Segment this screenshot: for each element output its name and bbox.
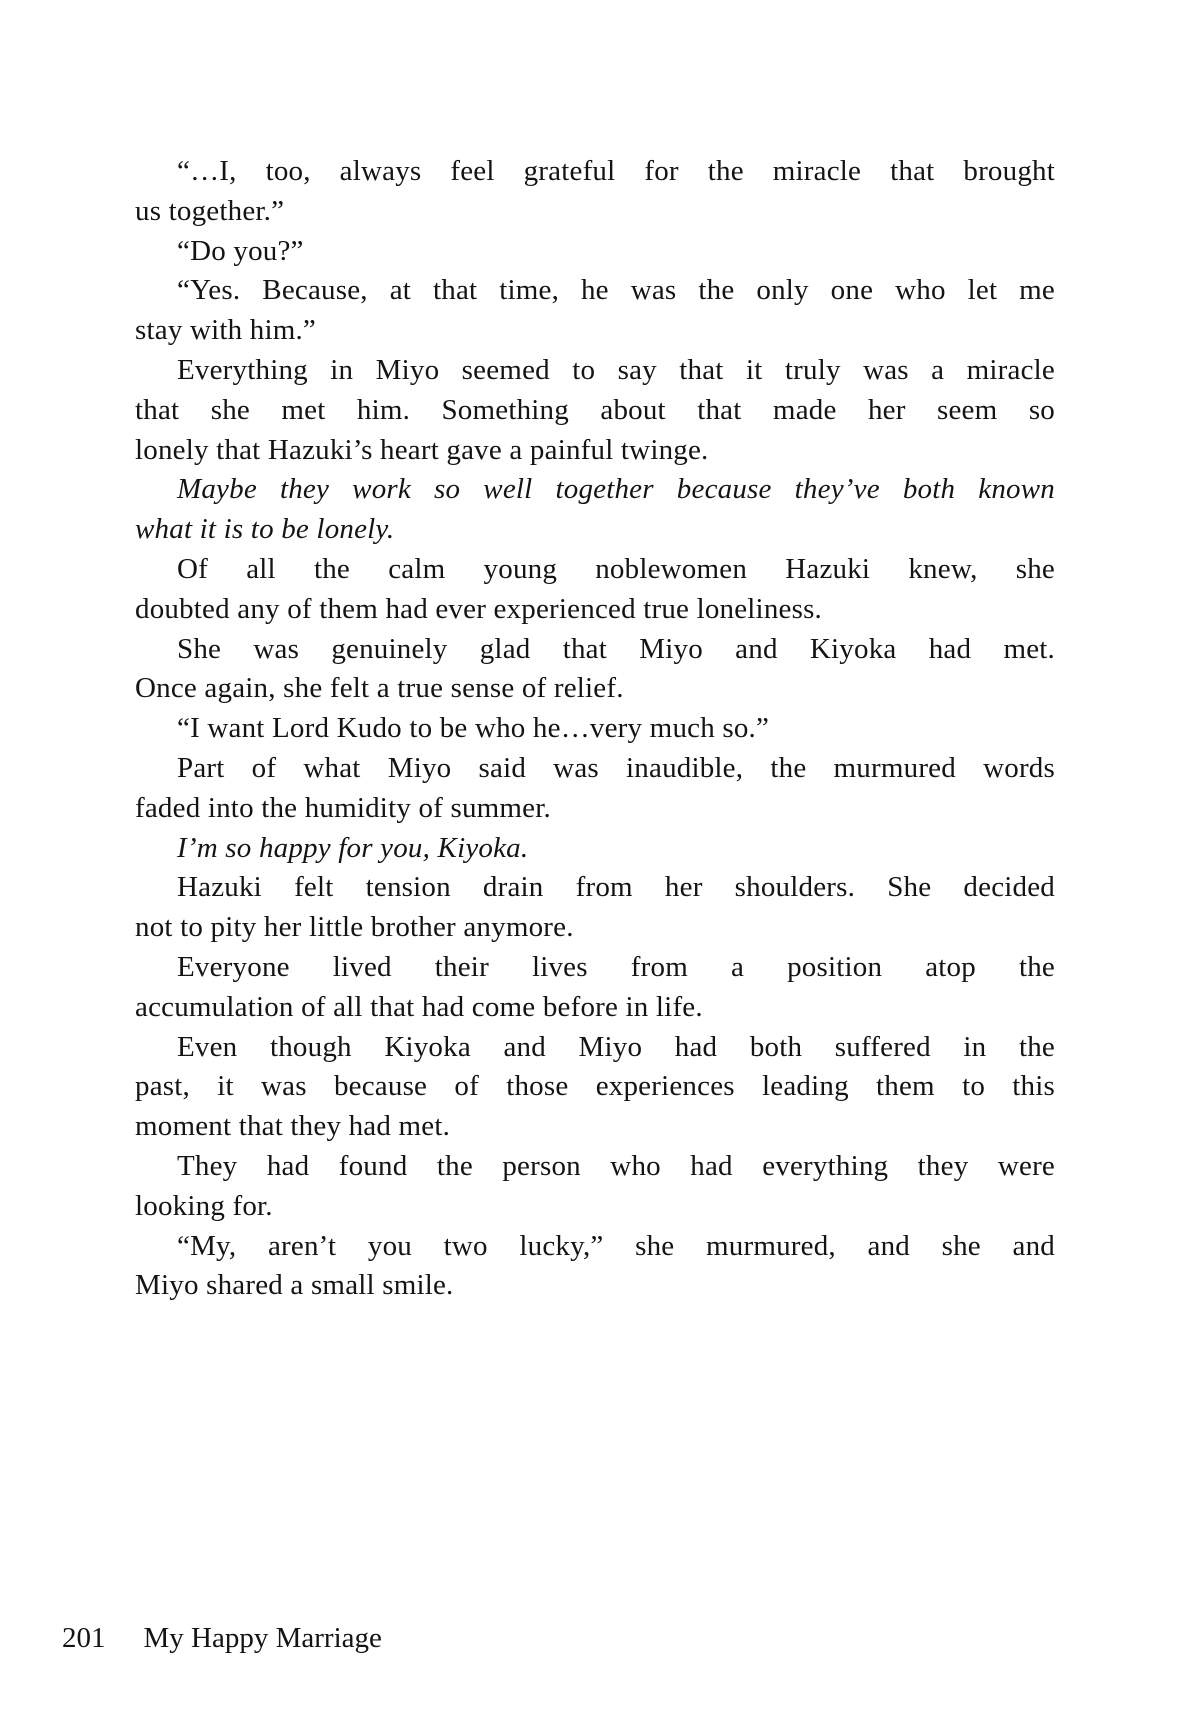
text-line: Of all the calm young noblewomen Hazuki knew, she	[177, 552, 1055, 585]
paragraph	[135, 709, 1055, 749]
paragraph	[135, 351, 1055, 470]
text-line: not to pity her little brother anymore.	[135, 911, 574, 944]
paragraph	[135, 1028, 1055, 1147]
text-line: Everything in Miyo seemed to say that it truly was a miracle	[177, 353, 1055, 386]
text-line: “…I, too, always feel grateful for the miracle that brought	[177, 155, 1055, 187]
paragraph	[135, 868, 1055, 948]
text-line: accumulation of all that had come before in life.	[135, 990, 703, 1023]
text-line: “My, aren’t you two lucky,” she murmured, and she and	[177, 1229, 1055, 1262]
paragraph-italic	[135, 470, 1055, 550]
text-line: Miyo shared a small smile.	[135, 1269, 454, 1302]
text-line: “Yes. Because, at that time, he was the only one who let me	[177, 274, 1055, 307]
paragraph	[135, 948, 1055, 1028]
text-line: moment that they had met.	[135, 1110, 451, 1143]
paragraph	[135, 630, 1055, 710]
text-block	[135, 152, 1055, 1306]
text-line: Hazuki felt tension drain from her shoulders. She decided	[177, 871, 1055, 904]
text-line: Part of what Miyo said was inaudible, the murmured words	[177, 751, 1055, 784]
paragraph	[135, 152, 1055, 232]
text-line: I’m so happy for you, Kiyoka.	[177, 831, 529, 864]
text-line: They had found the person who had everything they were	[177, 1149, 1055, 1182]
text-line: past, it was because of those experiences leading them to this	[135, 1070, 1055, 1103]
paragraph	[135, 271, 1055, 351]
text-line: doubted any of them had ever experienced true loneliness.	[135, 592, 823, 625]
text-line: “I want Lord Kudo to be who he…very much so.”	[177, 712, 770, 745]
text-line: “Do you?”	[177, 234, 304, 267]
page-footer	[62, 1618, 382, 1658]
text-line: Everyone lived their lives from a position atop the	[177, 950, 1055, 983]
paragraph	[135, 1147, 1055, 1227]
text-line: stay with him.”	[135, 314, 317, 347]
text-line: what it is to be lonely.	[135, 513, 395, 546]
text-line: Even though Kiyoka and Miyo had both suffered in the	[177, 1030, 1055, 1063]
text-line: Once again, she felt a true sense of relief.	[135, 672, 624, 705]
text-line: that she met him. Something about that made her seem so	[135, 393, 1055, 426]
text-line: looking for.	[135, 1189, 273, 1222]
text-line: lonely that Hazuki’s heart gave a painful twinge.	[135, 433, 709, 466]
text-line: She was genuinely glad that Miyo and Kiyoka had met.	[177, 632, 1055, 665]
text-line: Maybe they work so well together because they’ve both known	[177, 473, 1055, 506]
page-number: 201	[62, 1622, 106, 1654]
text-line: faded into the humidity of summer.	[135, 791, 551, 824]
paragraph	[135, 550, 1055, 630]
paragraph	[135, 1227, 1055, 1307]
paragraph	[135, 749, 1055, 829]
paragraph-italic	[135, 829, 1055, 869]
text-line: us together.”	[135, 194, 285, 227]
paragraph	[135, 232, 1055, 272]
book-title: My Happy Marriage	[143, 1622, 382, 1654]
